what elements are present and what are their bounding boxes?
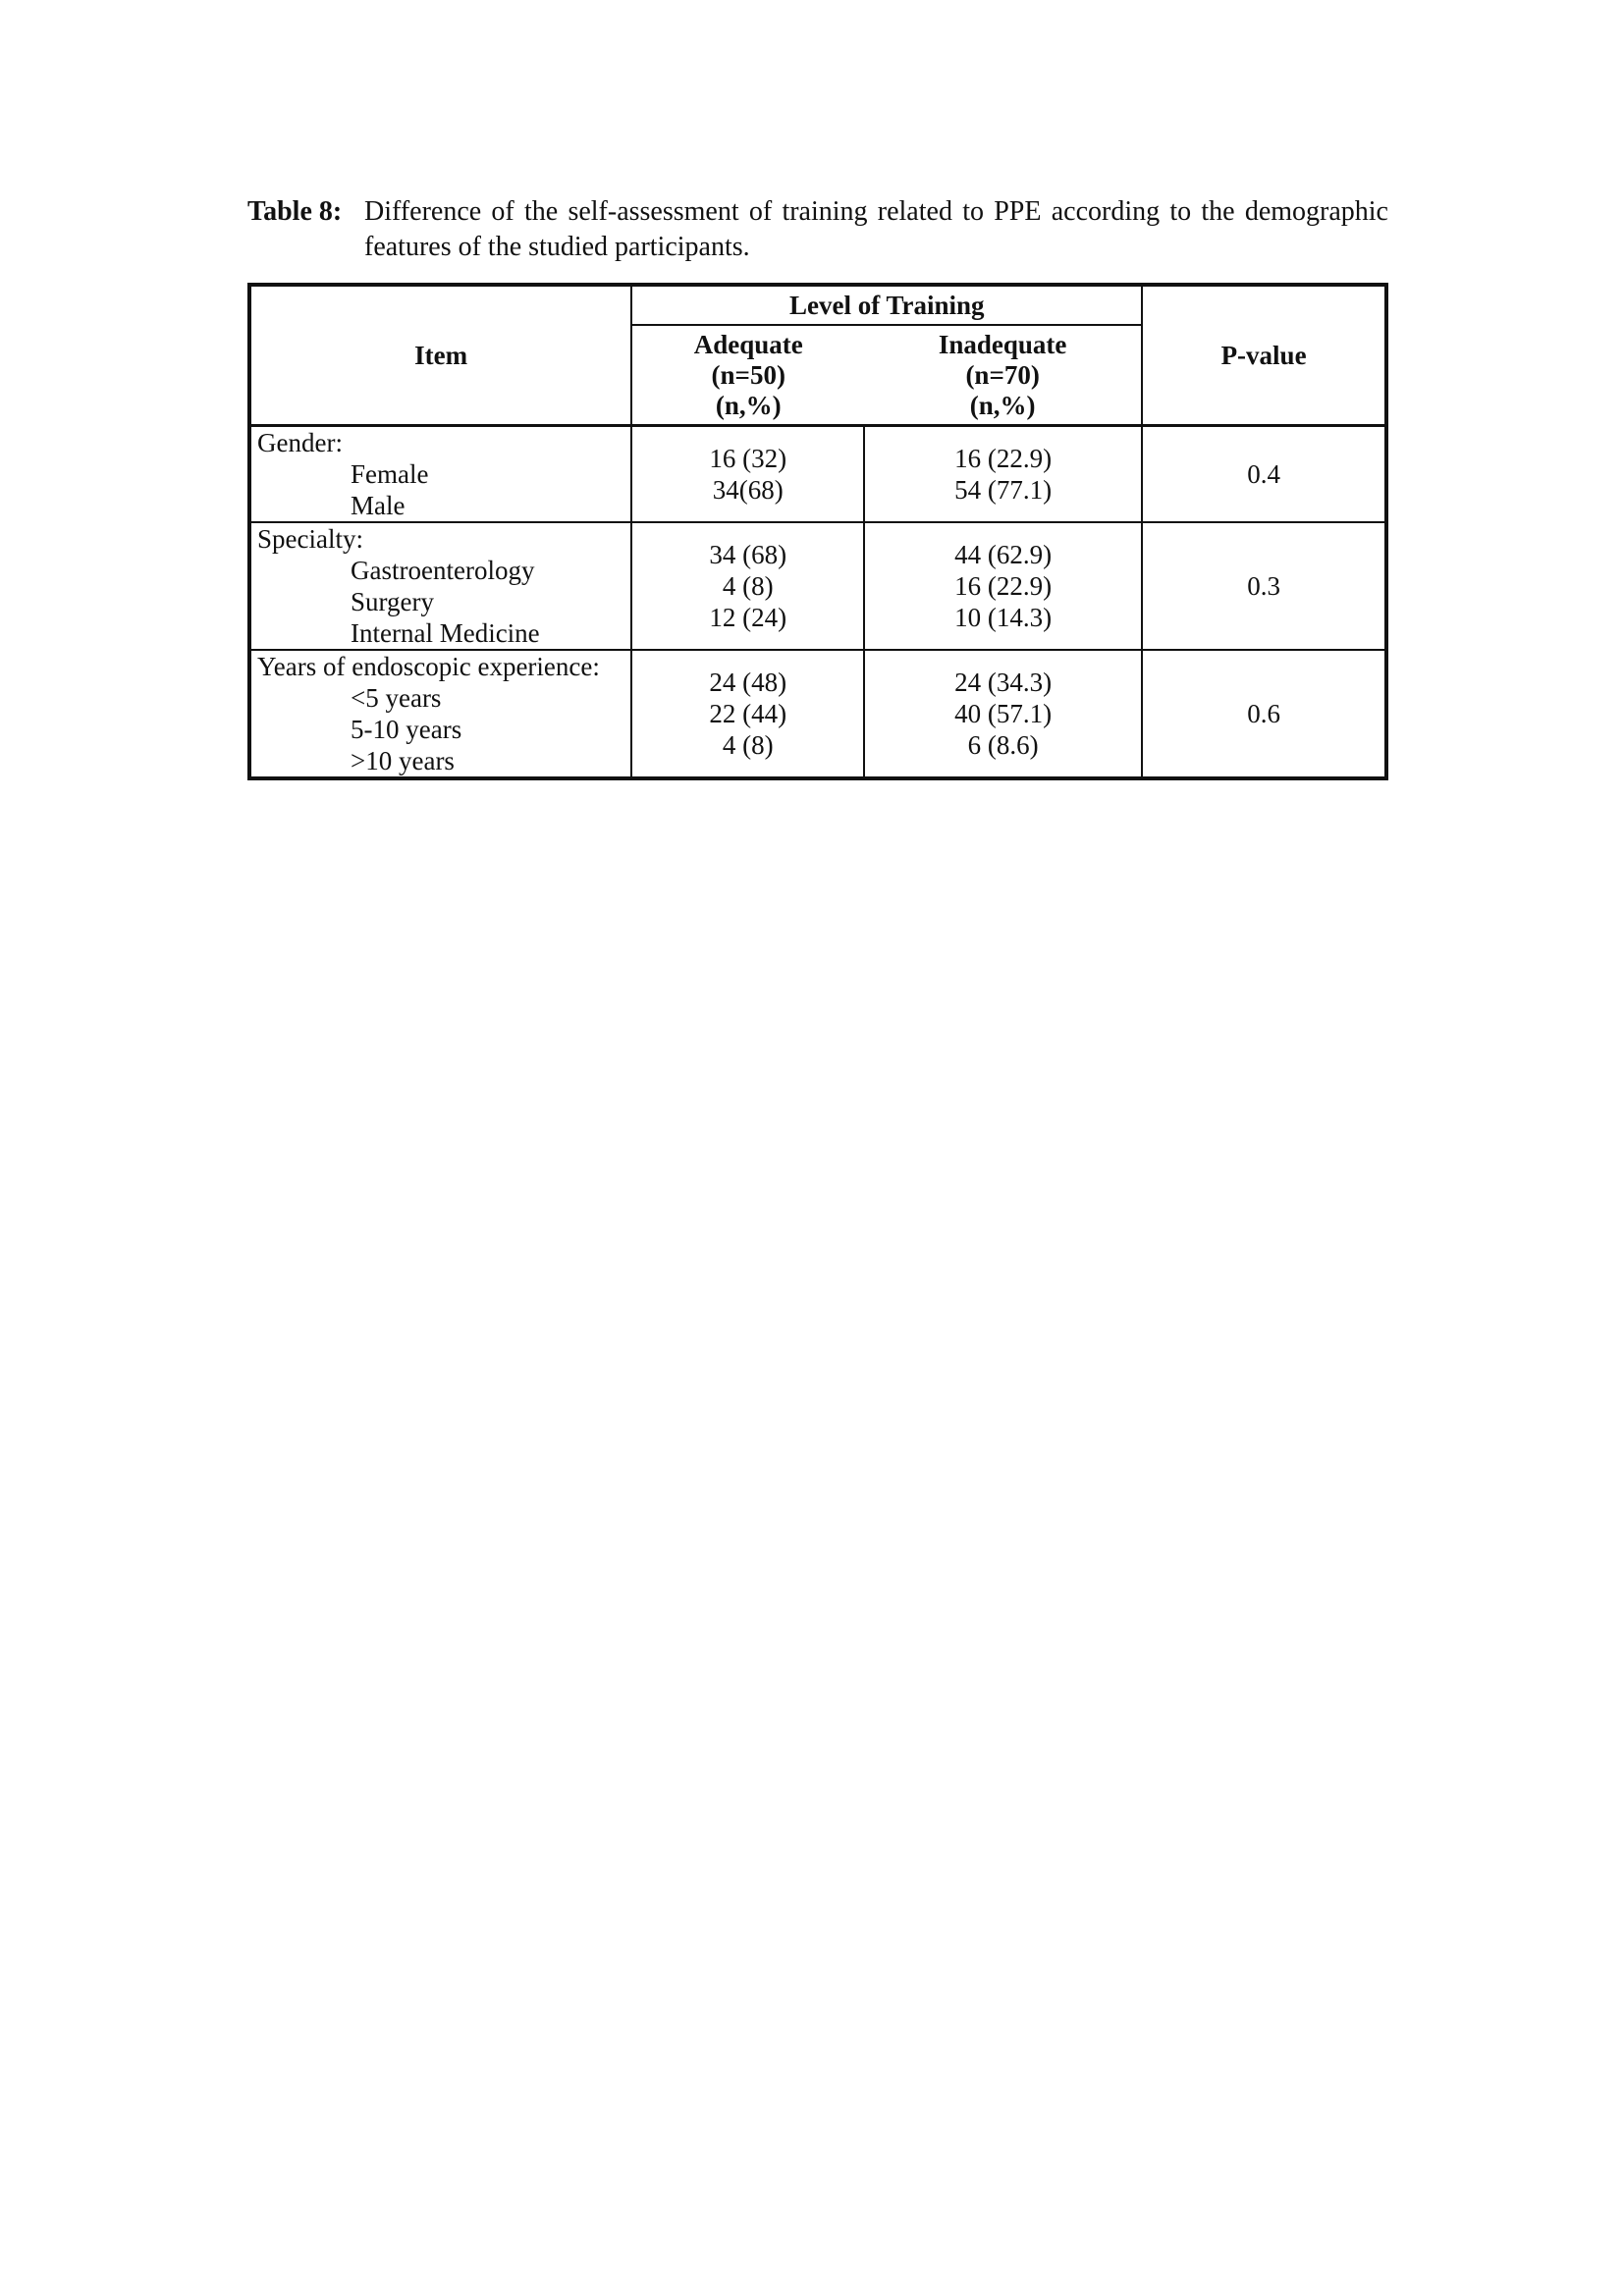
p-value-gender: 0.4 xyxy=(1142,426,1386,523)
row-label-5-10-years: 5-10 years xyxy=(351,715,462,744)
inadequate-value-over-10-years: 6 (8.6) xyxy=(967,730,1039,760)
adequate-cell-experience xyxy=(631,650,864,778)
header-inadequate-title: Inadequate xyxy=(938,329,1067,359)
adequate-cell-gender xyxy=(631,426,864,523)
adequate-value-5-10-years: 22 (44) xyxy=(709,699,787,728)
adequate-value-internal-medicine: 12 (24) xyxy=(709,603,787,632)
training-demographics-table xyxy=(247,283,1388,780)
item-cell-experience xyxy=(249,650,631,778)
adequate-value-male: 34(68) xyxy=(712,475,784,505)
header-adequate-unit: (n,%) xyxy=(715,390,782,420)
header-inadequate-unit: (n,%) xyxy=(969,390,1036,420)
table-row-experience xyxy=(249,650,1386,778)
inadequate-value-male: 54 (77.1) xyxy=(954,475,1053,505)
inadequate-value-under-5-years: 24 (34.3) xyxy=(954,667,1053,697)
table-caption-label: Table 8: xyxy=(247,196,343,227)
row-label-female: Female xyxy=(351,459,429,489)
p-value-specialty: 0.3 xyxy=(1142,522,1386,650)
row-label-male: Male xyxy=(351,491,406,520)
adequate-cell-specialty xyxy=(631,522,864,650)
row-label-internal-medicine: Internal Medicine xyxy=(351,618,540,648)
group-title-experience: Years of endoscopic experience: xyxy=(257,652,600,681)
inadequate-value-female: 16 (22.9) xyxy=(954,444,1053,473)
group-title-specialty: Specialty: xyxy=(257,524,363,554)
row-label-gastroenterology: Gastroenterology xyxy=(351,556,535,585)
inadequate-value-gastroenterology: 44 (62.9) xyxy=(954,540,1053,569)
inadequate-cell-specialty xyxy=(864,522,1142,650)
table-row-gender xyxy=(249,426,1386,523)
header-level-of-training: Level of Training xyxy=(631,285,1142,325)
table-caption xyxy=(247,194,1388,265)
group-title-gender: Gender: xyxy=(257,428,343,457)
p-value-experience: 0.6 xyxy=(1142,650,1386,778)
adequate-value-female: 16 (32) xyxy=(709,444,787,473)
adequate-value-under-5-years: 24 (48) xyxy=(709,667,787,697)
item-cell-gender xyxy=(249,426,631,523)
header-adequate xyxy=(631,325,864,426)
header-inadequate-n: (n=70) xyxy=(965,359,1040,390)
adequate-value-gastroenterology: 34 (68) xyxy=(709,540,787,569)
inadequate-value-internal-medicine: 10 (14.3) xyxy=(954,603,1053,632)
table-caption-text: Difference of the self-assessment of training related to PPE according to the demographic features of the studied participants. xyxy=(364,196,1388,262)
header-adequate-title: Adequate xyxy=(693,329,803,359)
inadequate-cell-experience xyxy=(864,650,1142,778)
row-label-under-5-years: <5 years xyxy=(351,683,442,713)
inadequate-cell-gender xyxy=(864,426,1142,523)
inadequate-value-5-10-years: 40 (57.1) xyxy=(954,699,1053,728)
header-inadequate xyxy=(864,325,1142,426)
adequate-value-over-10-years: 4 (8) xyxy=(722,730,774,760)
row-label-surgery: Surgery xyxy=(351,587,434,616)
adequate-value-surgery: 4 (8) xyxy=(722,571,774,601)
inadequate-value-surgery: 16 (22.9) xyxy=(954,571,1053,601)
header-p-value: P-value xyxy=(1142,285,1386,426)
header-adequate-n: (n=50) xyxy=(711,359,785,390)
row-label-over-10-years: >10 years xyxy=(351,746,455,775)
item-cell-specialty xyxy=(249,522,631,650)
table-row-specialty xyxy=(249,522,1386,650)
header-item: Item xyxy=(249,285,631,426)
